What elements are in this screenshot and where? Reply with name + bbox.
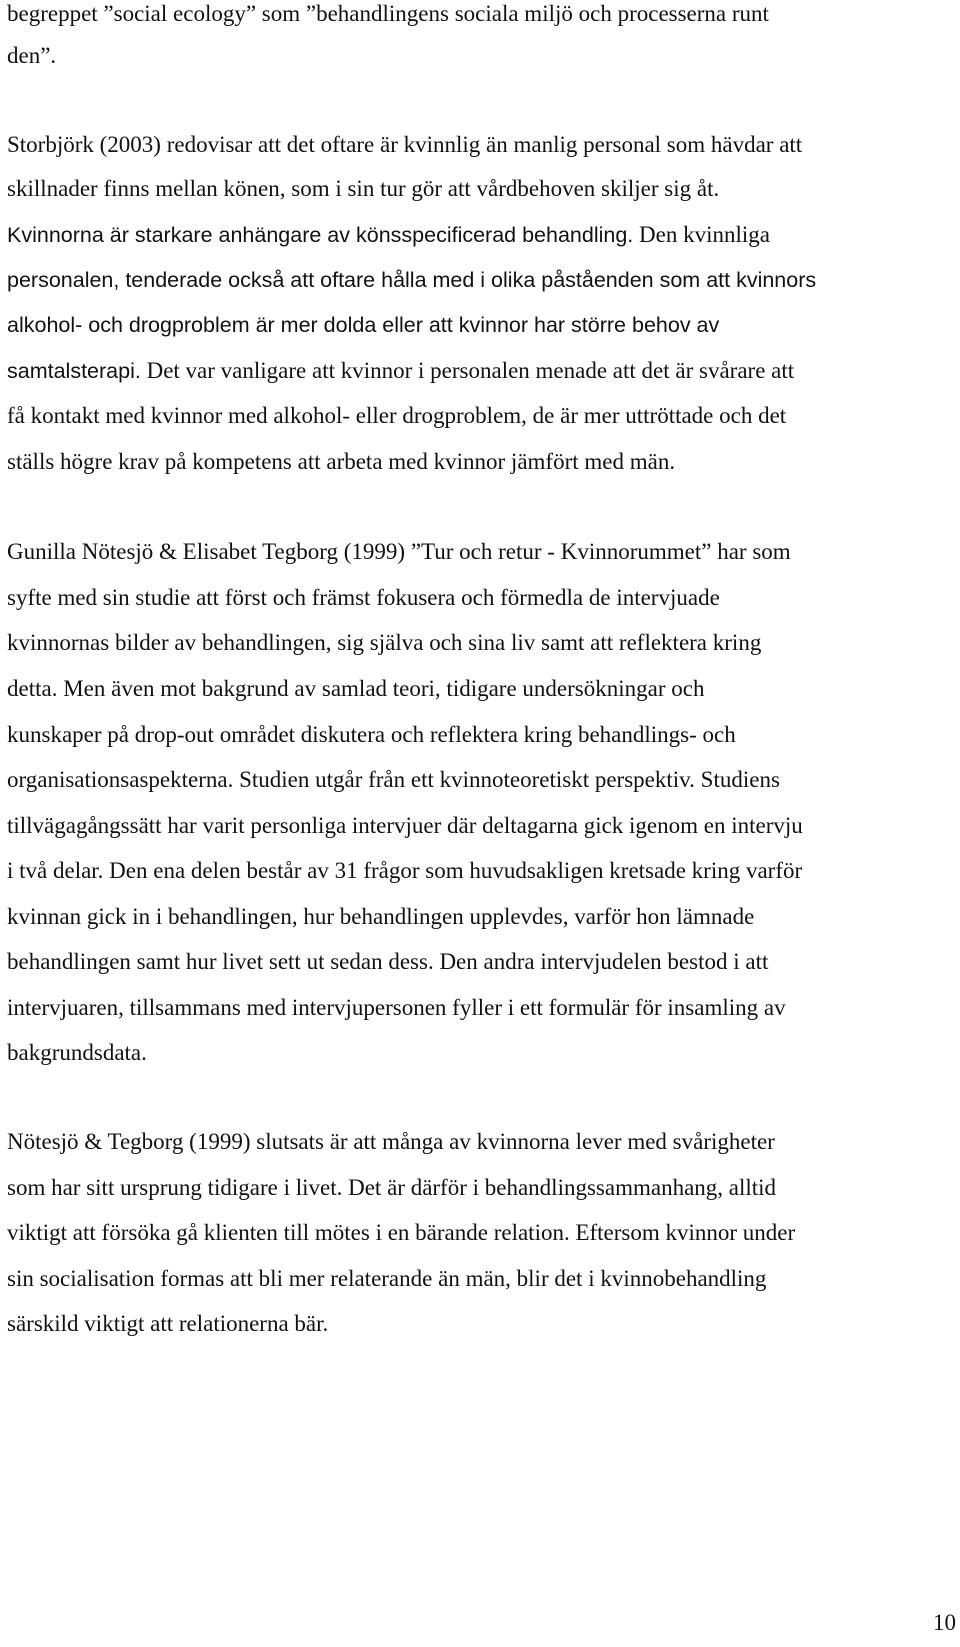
text-line: Storbjörk (2003) redovisar att det oftare är kvinnlig än manlig personal som hävdar att [7,132,803,157]
text-span: Det var vanligare att kvinnor i personalen menade att det är svårare att [146,358,795,383]
text-line: kunskaper på drop-out området diskutera och reflektera kring behandlings- och [7,722,736,747]
text-line-mixed [7,221,770,249]
text-line: få kontakt med kvinnor med alkohol- eller drogproblem, de är mer uttröttade och det [7,403,787,428]
text-line: Nötesjö & Tegborg (1999) slutsats är att många av kvinnorna lever med svårigheter [7,1129,775,1154]
text-span: Kvinnorna är starkare anhängare av könsspecificerad behandling. [7,223,634,247]
text-line: bakgrundsdata. [7,1040,147,1065]
text-line: personalen, tenderade också att oftare hålla med i olika påståenden som att kvinnors [7,268,817,292]
text-line: detta. Men även mot bakgrund av samlad teori, tidigare undersökningar och [7,676,705,701]
text-line: sin socialisation formas att bli mer relaterande än män, blir det i kvinnobehandling [7,1266,767,1291]
text-line-mixed [7,357,794,385]
text-line: skillnader finns mellan könen, som i sin tur gör att vårdbehoven skiljer sig åt. [7,176,720,201]
text-line: kvinnan gick in i behandlingen, hur behandlingen upplevdes, varför hon lämnade [7,904,755,929]
text-span: Den kvinnliga [639,222,770,247]
text-line: syfte med sin studie att först och främst fokusera och förmedla de intervjuade [7,585,720,610]
text-line: alkohol- och drogproblem är mer dolda eller att kvinnor har större behov av [7,313,720,337]
text-line: behandlingen samt hur livet sett ut sedan dess. Den andra intervjudelen bestod i att [7,949,769,974]
text-line: organisationsaspekterna. Studien utgår från ett kvinnoteoretiskt perspektiv. Studiens [7,767,780,792]
text-line: ställs högre krav på kompetens att arbeta med kvinnor jämfört med män. [7,449,676,474]
text-line: den”. [7,43,57,68]
text-line: i två delar. Den ena delen består av 31 frågor som huvudsakligen kretsade kring varför [7,858,803,883]
text-line: begreppet ”social ecology” som ”behandlingens sociala miljö och processerna runt [7,1,769,26]
text-line: kvinnornas bilder av behandlingen, sig själva och sina liv samt att reflektera kring [7,630,762,655]
text-line: Gunilla Nötesjö & Elisabet Tegborg (1999) ”Tur och retur - Kvinnorummet” har som [7,539,791,564]
text-line: som har sitt ursprung tidigare i livet. Det är därför i behandlingssammanhang, alltid [7,1175,777,1200]
text-line: tillvägagångssätt har varit personliga intervjuer där deltagarna gick igenom en intervju [7,813,803,838]
text-line: intervjuaren, tillsammans med intervjupersonen fyller i ett formulär för insamling av [7,995,786,1020]
text-line: viktigt att försöka gå klienten till mötes i en bärande relation. Eftersom kvinnor under [7,1220,796,1245]
text-line: särskild viktigt att relationerna bär. [7,1311,329,1336]
page-number: 10 [933,1610,956,1635]
text-span: samtalsterapi. [7,359,141,383]
